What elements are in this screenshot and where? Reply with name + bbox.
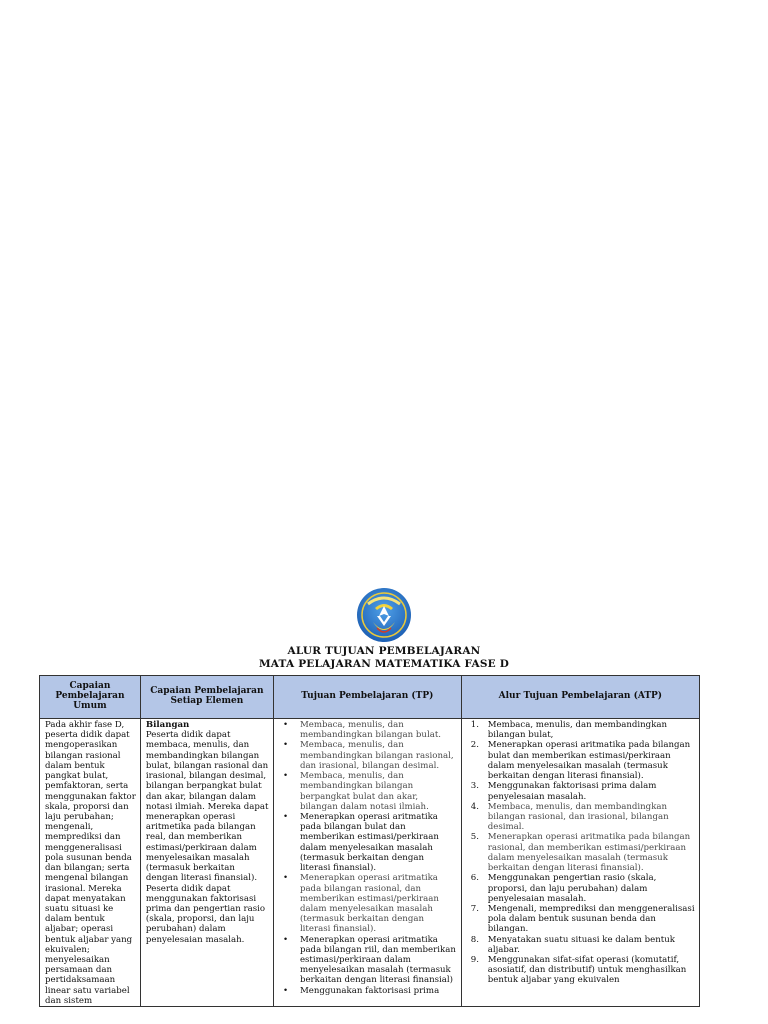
atp-item: 7. Mengenali, memprediksi dan menggeneralisasi pola dalam bentuk susunan benda dan bilangan. xyxy=(470,903,695,935)
tp-item: • Menerapkan operasi aritmatika pada bilangan riil, dan memberikan estimasi/perkiraan dalam menyelesaikan masalah (termasuk berkaitan dengan literasi finansial) xyxy=(300,935,457,986)
header-atp: Alur Tujuan Pembelajaran (ATP) xyxy=(461,676,699,719)
element-name: Bilangan xyxy=(145,720,190,730)
document-title: ALUR TUJUAN PEMBELAJARAN xyxy=(287,645,481,657)
header-tp: Tujuan Pembelajaran (TP) xyxy=(273,676,461,719)
atp-item: 2. Menerapkan operasi aritmatika pada bilangan bulat dan memberikan estimasi/perkiraan dalam menyelesaikan masalah (termasuk berkaitan dengan literasi finansial). xyxy=(470,740,691,782)
tp-item: • Menerapkan operasi aritmatika pada bilangan rasional, dan memberikan estimasi/perkiraan dalam menyelesaikan masalah (termasuk berkaitan dengan literasi finansial). xyxy=(300,873,457,934)
document-subtitle: MATA PELAJARAN MATEMATIKA FASE D xyxy=(258,658,510,670)
cell-atp xyxy=(461,719,699,1007)
cell-cp-umum xyxy=(40,719,141,1007)
atp-item: 8. Menyatakan suatu situasi ke dalam bentuk aljabar. xyxy=(470,934,675,955)
tp-list xyxy=(279,720,457,996)
atp-table xyxy=(39,675,700,1007)
atp-list xyxy=(467,720,695,986)
tp-item: • Menggunakan faktorisasi prima xyxy=(300,986,457,996)
atp-item: 6. Menggunakan pengertian rasio (skala, proporsi, dan laju perubahan) dalam penyelesaian masalah. xyxy=(470,873,657,904)
atp-item: 3. Menggunakan faktorisasi prima dalam penyelesaian masalah. xyxy=(470,781,657,802)
tp-item: • Menerapkan operasi aritmatika pada bilangan bulat dan memberikan estimasi/perkiraan dalam menyelesaikan masalah (termasuk berkaitan dengan literasi finansial). xyxy=(300,812,457,873)
table-header-row xyxy=(40,676,700,719)
header-cp-umum: Capaian Pembelajaran Umum xyxy=(40,676,141,719)
cp-umum-text: Pada akhir fase D, peserta didik dapat mengoperasikan bilangan rasional dalam bentuk pangkat bulat, pemfaktoran, serta menggunakan faktor skala, proporsi dan laju perubahan; mengenali, memprediksi dan menggeneralisasi pola susunan benda dan bilangan; serta mengenal bilangan irasional. Mereka dapat menyatakan suatu situasi ke dalam bentuk aljabar; operasi bentuk aljabar yang ekuivalen; menyelesaikan persamaan dan pertidaksamaan linear satu variabel dan sistem xyxy=(45,720,136,1006)
atp-item: 1. Membaca, menulis, dan membandingkan bilangan bulat, xyxy=(470,720,668,741)
tp-item: • Membaca, menulis, dan membandingkan bilangan rasional, dan irasional, bilangan desimal. xyxy=(300,740,457,771)
atp-item: 9. Menggunakan sifat-sifat operasi (komutatif, asosiatif, dan distributif) untuk menghasilkan bentuk aljabar yang ekuivalen xyxy=(470,955,687,986)
tut-wuri-handayani-logo xyxy=(355,586,413,644)
table-row xyxy=(40,719,700,1007)
element-description: Peserta didik dapat membaca, menulis, dan membandingkan bilangan bulat, bilangan rasional dan irasional, bilangan desimal, bilangan berpangkat bulat dan akar, bilangan dalam notasi ilmiah. Mereka dapat menerapkan operasi aritmetika pada bilangan real, dan memberikan estimasi/perkiraan dalam menyelesaikan masalah (termasuk berkaitan dengan literasi finansial). Peserta didik dapat menggunakan faktorisasi prima dan pengertian rasio (skala, proporsi, dan laju perubahan) dalam penyelesaian masalah. xyxy=(145,730,269,945)
cell-tp xyxy=(273,719,461,1007)
tp-item: • Membaca, menulis, dan membandingkan bilangan berpangkat bulat dan akar, bilangan dalam notasi ilmiah. xyxy=(300,771,457,812)
tp-item: • Membaca, menulis, dan membandingkan bilangan bulat. xyxy=(300,720,457,740)
atp-item: 4. Membaca, menulis, dan membandingkan bilangan rasional, dan irasional, bilangan desimal. xyxy=(470,801,669,833)
cell-cp-elemen xyxy=(140,719,273,1007)
atp-item: 5. Menerapkan operasi aritmatika pada bilangan rasional, dan memberikan estimasi/perkiraan dalam menyelesaikan masalah (termasuk berkaitan dengan literasi finansial). xyxy=(470,832,691,874)
header-cp-elemen: Capaian Pembelajaran Setiap Elemen xyxy=(140,676,273,719)
